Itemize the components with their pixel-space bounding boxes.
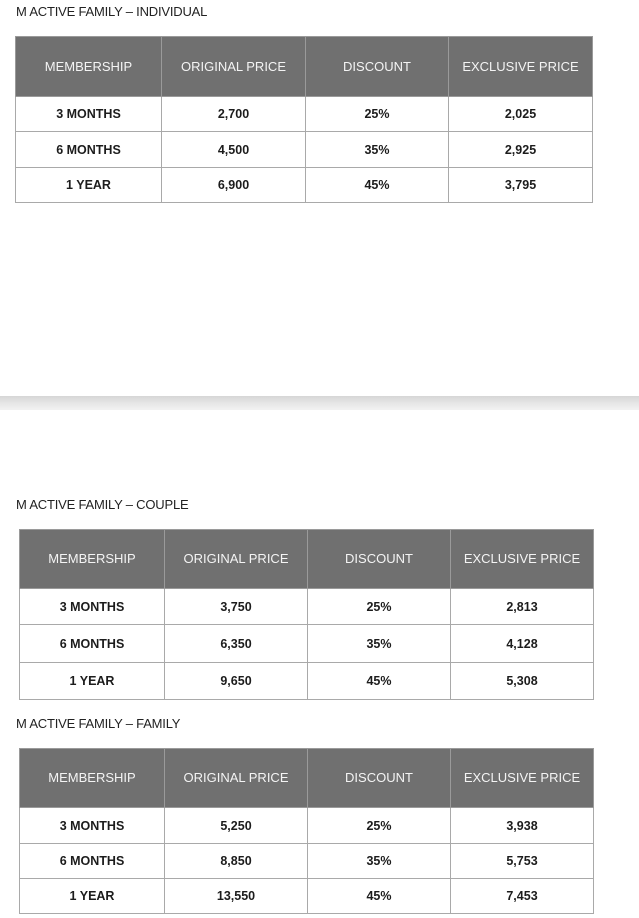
price-table-individual xyxy=(15,36,593,203)
membership-cell: 3 MONTHS xyxy=(20,808,165,844)
original-price-cell: 2,700 xyxy=(162,97,306,132)
header-original-price: ORIGINAL PRICE xyxy=(165,530,308,589)
discount-cell: 35% xyxy=(306,132,449,168)
discount-cell: 45% xyxy=(306,168,449,203)
exclusive-price-cell: 2,813 xyxy=(451,589,594,625)
original-price-cell: 4,500 xyxy=(162,132,306,168)
table-row xyxy=(20,879,594,914)
discount-cell: 25% xyxy=(306,97,449,132)
header-membership: MEMBERSHIP xyxy=(16,37,162,97)
header-exclusive-price: EXCLUSIVE PRICE xyxy=(451,749,594,808)
header-exclusive-price: EXCLUSIVE PRICE xyxy=(451,530,594,589)
original-price-cell: 3,750 xyxy=(165,589,308,625)
table-row xyxy=(20,844,594,879)
membership-cell: 3 MONTHS xyxy=(16,97,162,132)
exclusive-price-cell: 3,938 xyxy=(451,808,594,844)
exclusive-price-cell: 7,453 xyxy=(451,879,594,914)
exclusive-price-cell: 5,753 xyxy=(451,844,594,879)
membership-cell: 1 YEAR xyxy=(16,168,162,203)
table-row xyxy=(16,97,593,132)
header-discount: DISCOUNT xyxy=(306,37,449,97)
table-row xyxy=(20,625,594,663)
membership-cell: 6 MONTHS xyxy=(16,132,162,168)
price-table-couple xyxy=(19,529,594,700)
table-row xyxy=(20,663,594,700)
original-price-cell: 6,350 xyxy=(165,625,308,663)
membership-cell: 6 MONTHS xyxy=(20,844,165,879)
section-title-couple: M ACTIVE FAMILY – COUPLE xyxy=(16,497,189,512)
original-price-cell: 5,250 xyxy=(165,808,308,844)
table-row xyxy=(16,132,593,168)
original-price-cell: 6,900 xyxy=(162,168,306,203)
membership-cell: 6 MONTHS xyxy=(20,625,165,663)
header-membership: MEMBERSHIP xyxy=(20,749,165,808)
membership-cell: 3 MONTHS xyxy=(20,589,165,625)
table-row xyxy=(16,168,593,203)
header-discount: DISCOUNT xyxy=(308,530,451,589)
membership-cell: 1 YEAR xyxy=(20,663,165,700)
exclusive-price-cell: 5,308 xyxy=(451,663,594,700)
original-price-cell: 8,850 xyxy=(165,844,308,879)
exclusive-price-cell: 4,128 xyxy=(451,625,594,663)
section-title-individual: M ACTIVE FAMILY – INDIVIDUAL xyxy=(16,4,208,19)
exclusive-price-cell: 2,925 xyxy=(449,132,593,168)
header-membership: MEMBERSHIP xyxy=(20,530,165,589)
page-divider xyxy=(0,396,639,410)
original-price-cell: 9,650 xyxy=(165,663,308,700)
header-exclusive-price: EXCLUSIVE PRICE xyxy=(449,37,593,97)
exclusive-price-cell: 3,795 xyxy=(449,168,593,203)
discount-cell: 35% xyxy=(308,844,451,879)
discount-cell: 25% xyxy=(308,808,451,844)
header-original-price: ORIGINAL PRICE xyxy=(162,37,306,97)
price-table-family xyxy=(19,748,594,914)
exclusive-price-cell: 2,025 xyxy=(449,97,593,132)
section-title-family: M ACTIVE FAMILY – FAMILY xyxy=(16,716,181,731)
discount-cell: 45% xyxy=(308,663,451,700)
original-price-cell: 13,550 xyxy=(165,879,308,914)
table-row xyxy=(20,589,594,625)
membership-cell: 1 YEAR xyxy=(20,879,165,914)
discount-cell: 25% xyxy=(308,589,451,625)
header-original-price: ORIGINAL PRICE xyxy=(165,749,308,808)
discount-cell: 45% xyxy=(308,879,451,914)
discount-cell: 35% xyxy=(308,625,451,663)
header-discount: DISCOUNT xyxy=(308,749,451,808)
table-row xyxy=(20,808,594,844)
